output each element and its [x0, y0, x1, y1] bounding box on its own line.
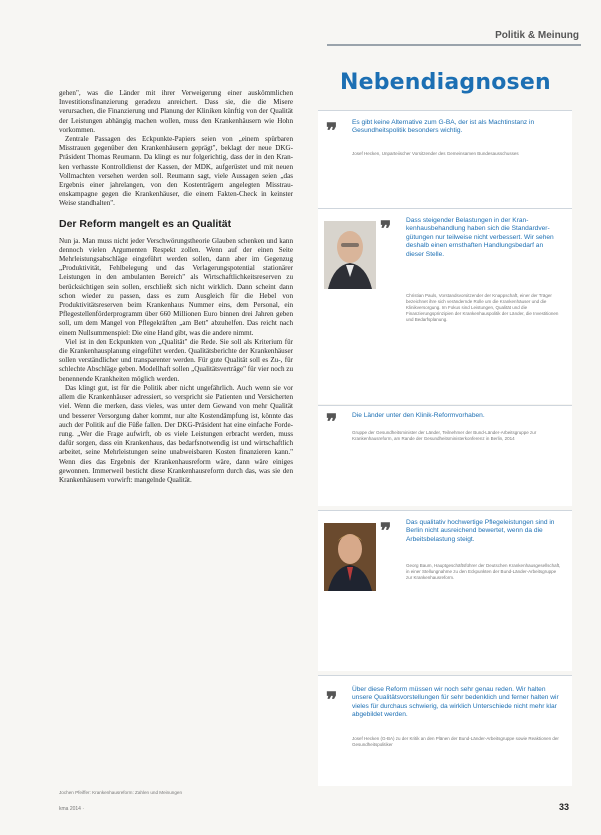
- quote-attribution: Christian Pauls, Vorstandsvorsitzender der Knappschaft, einer der Träger bezeichnet ihre sich verändernde Rolle um die Krankenhäuser und die Klinikversorgung. Im Fokus sind Leistungen, Qualität und die Finanzierungsprinzipien der Krankenhauspolitik der Länder, die Investitionen und Bedarfsplanung.: [406, 293, 559, 322]
- quote-text: Dass steigender Belastungen in der Krankenhausbehandlung haben sich die Standardvergütungen nur teilweise nicht verbessert. Wir sehen deshalb einen ernsthaften Handlungsbedarf an dieser Stelle.: [406, 217, 554, 258]
- quote-attribution: Josef Hecken, Unparteiischer Vorsitzender des Gemeinsamen Bundesausschusses: [352, 151, 519, 156]
- portrait-photo: [324, 221, 376, 289]
- sidebar-title: Nebendiagnosen: [340, 70, 551, 95]
- article-paragraph: Zentrale Passagen des Eckpunkte-Papiers seien von „einem spürbaren Misstrauen gegenüber den Krankenhäusern geprägt", beklagt der neue DKG-Präsident Thomas Reumann. Da klingt es nur folgerichtig, dass der in den Kranken verhasste Kontrolldienst der Kassen, der MDK, aufgerüstet und mit neuen Vollmachten versehen werden soll. Reumann sagt, viele Aussagen seien „das Ergebnis einer jahrelangen, von den Kostenträgern angelegten Misstrauenskampagne gegen die Krankenhäuser, die einem Fakten-Check in keinster Weise standhalten".: [59, 135, 293, 208]
- article-paragraph: Viel ist in den Eckpunkten von „Qualität" die Rede. Sie soll als Kriterium für die Krankenhausplanung eingeführt werden. Qualitätsberichte der Krankenhäuser sollen verständlicher und transparenter werden. Für gute Qualität soll es Zu-, für schlechte Abschläge geben. Modellhaft sollen „Qualitätsverträge" für vier noch zu benennende Krankheiten möglich werden.: [59, 337, 293, 383]
- portrait-photo: [324, 523, 376, 591]
- footer-issue: kma 2014 ·: [59, 806, 85, 812]
- quote-mark-icon: ❞: [326, 688, 338, 712]
- quote-text: Über diese Reform müssen wir noch sehr genau reden. Wir halten unsere Qualitätsvorstellungen für sehr bedenklich und ferner halten wir vieles für durchaus schwierig, da wirklich Unterschiede nicht mehr klar abgebildet werden.: [352, 686, 559, 719]
- quote-box-5: [318, 675, 572, 786]
- quote-text: Die Länder unter den Klinik-Reformvorhaben.: [352, 412, 485, 419]
- quote-attribution: Josef Hecken (G-BA) zu der Kritik an den Plänen der Bund-Länder-Arbeitsgruppe sowie Reaktionen der Gesundheitspolitiker: [352, 736, 559, 747]
- quote-box-1: [318, 110, 572, 219]
- section-heading: Politik & Meinung: [495, 30, 579, 41]
- quote-mark-icon: ❞: [326, 119, 338, 143]
- article-body: [59, 89, 293, 485]
- quote-text: Das qualitativ hochwertige Pflegeleistungen sind in Berlin nicht ausreichend bewertet, wenn da die Arbeitsbelastung steigt.: [406, 519, 555, 543]
- quote-text: Es gibt keine Alternative zum G-BA, der ist als Machtinstanz in Gesundheitspolitik besonders wichtig.: [352, 119, 535, 135]
- article-paragraph: Das klingt gut, ist für die Politik aber nicht ungefährlich. Auch wenn sie vor allem die Krankenhäuser adressiert, so verspricht sie Patienten und Versicherten viel. Wenn die merken, dass vieles, was unter dem Gewand von mehr Qualität und besserer Versorgung daher kommt, nur alte Kostendämpfung ist, könnte das auch der Politik auf die Füße fallen. Der DKG-Präsident hat eine einfache Forderung. „Wer die Frage aufwirft, ob es viele Leistungen erbracht werden, muss dafür sorgen, dass ein Krankenhaus, das bedarfsnotwendig ist und wirtschaftlich arbeitet, seine Mehrleistungen seine unabweisbaren Kosten finanzieren kann." Wenn dies das Ergebnis der Krankenhausreform wäre, dann wäre einiges gewonnen. Immerweil besticht diese Krankenhausreform durch das, was sie den Krankenhäusern vorwirft: mangelnde Qualität.: [59, 383, 293, 484]
- article-paragraph: Nun ja. Man muss nicht jeder Verschwörungstheorie Glauben schenken und kann dennoch vielen Argumenten Respekt zollen. Wenn auf der einen Seite Mehrleistungsabschläge eingeführt werden sollen, dann aber im Gegenzug „Produktivität, Fehlbelegung und das Verlagerungspotential stationärer Leistungen in den ambulanten Bereich" als Wirtschaftlichkeitsreserven zu berücksichtigen sein sollen, erschließt sich nicht wirklich. Dann scheint dann schon wieder zu passen, dass es zum Ausgleich für die Hebel von Produktivitätsreserven beim Krankenhaus Nummer eins, dem Personal, ein Pflegestellenförderprogramm über 660 Millionen Euro binnen drei Jahren geben soll, um dem Mangel von Pflegekräften „am Bett" abzuhelfen. Das reicht nach einem Nullsummenspiel: Die eine Hand gibt, was die andere nimmt.: [59, 236, 293, 337]
- quote-mark-icon: ❞: [380, 217, 392, 241]
- quote-box-2: [318, 208, 572, 404]
- quote-box-3: [318, 405, 572, 506]
- article-paragraph: gehen", was die Länder mit ihrer Verweigerung einer auskömmlichen Investitionsfinanzierung geradezu anreichert. Dass sie, die die Misere verursachen, die Finanzierung und Planung der Kliniken künftig von der Qualität der Leistungen abhängig machen wollen, muss den Krankenhäusern wie Hohn vorkommen.: [59, 89, 293, 134]
- page-number: 33: [558, 802, 569, 812]
- quote-box-4: [318, 510, 572, 671]
- quote-mark-icon: ❞: [380, 519, 392, 543]
- quote-mark-icon: ❞: [326, 410, 338, 434]
- section-rule: [327, 44, 581, 46]
- article-subheading: Der Reform mangelt es an Qualität: [59, 217, 232, 230]
- quote-attribution: Gruppe der Gesundheitsminister der Länder, Teilnehmer der Bund-Länder-Arbeitsgruppe zur Krankenhausreform, am Rande der Gesundheitsministerkonferenz in Berlin, 2014: [352, 430, 537, 441]
- quote-attribution: Georg Baum, Hauptgeschäftsführer der Deutschen Krankenhausgesellschaft, in einer Stellungnahme zu den Eckpunkten der Bund-Länder-Arbeitsgruppe zur Krankenhausreform.: [406, 563, 561, 580]
- footnote: Jochen Pfeiffer: Krankenhausreform: Zahlen und Meinungen: [59, 790, 183, 795]
- sidebar-quotes: [318, 60, 572, 785]
